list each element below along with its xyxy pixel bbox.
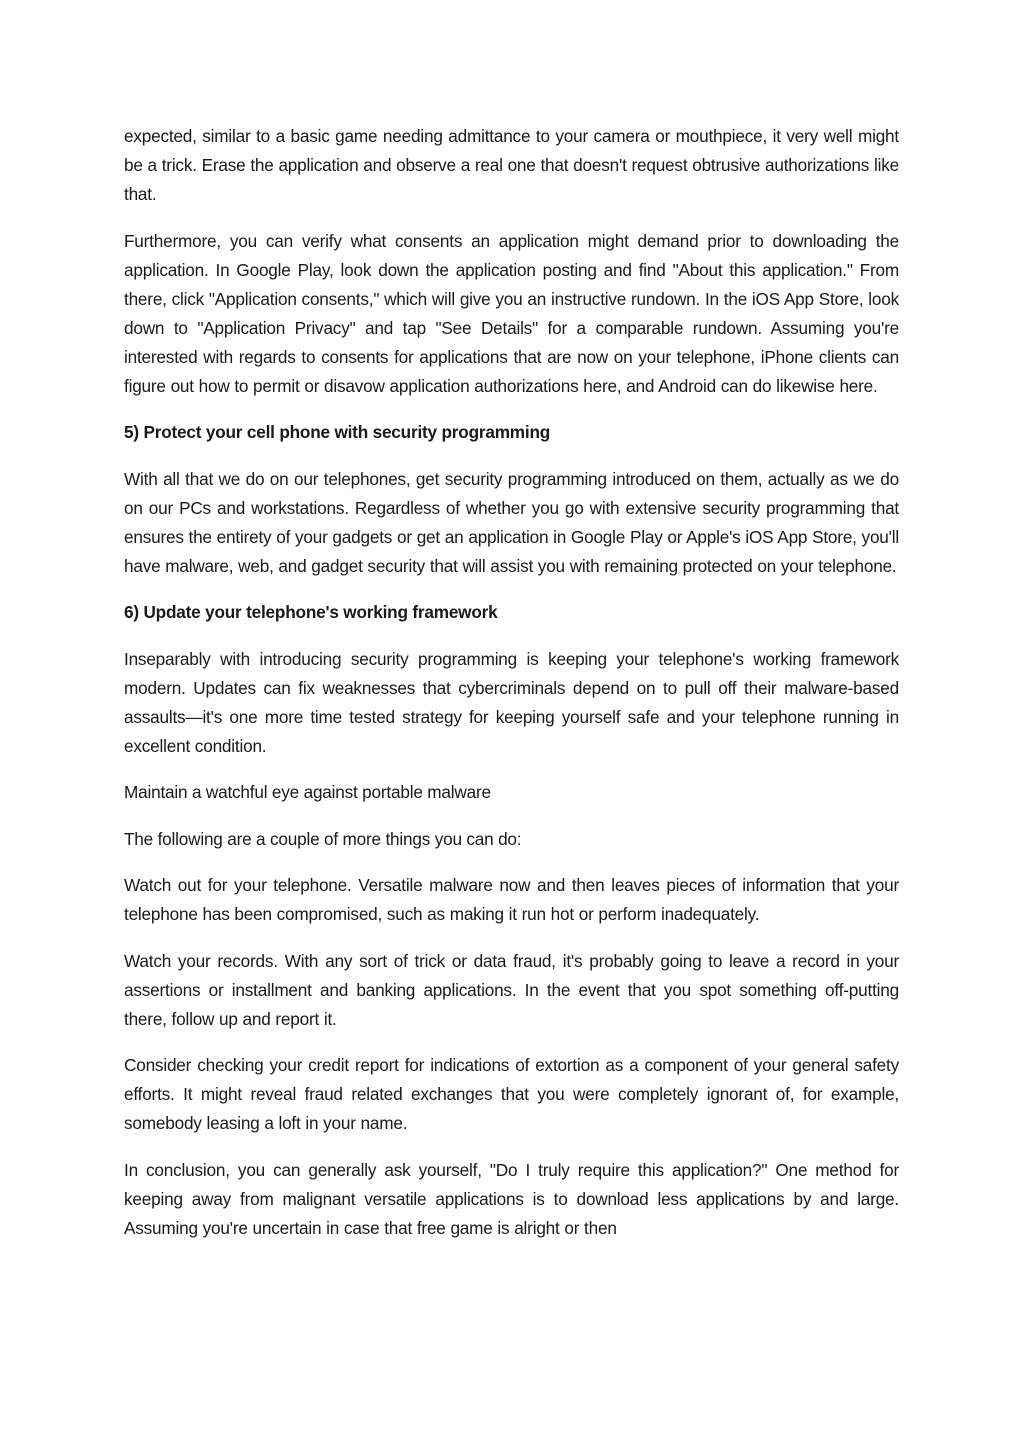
document-page — [124, 122, 899, 1260]
paragraph-watch-records: Watch your records. With any sort of trick or data fraud, it's probably going to leave a record in your assertions or installment and banking applications. In the event that you spot something off-putting there, follow up and report it. — [124, 950, 899, 1029]
paragraph-intro-continuation: expected, similar to a basic game needing admittance to your camera or mouthpiece, it very well might be a trick. Erase the application and observe a real one that doesn't request obtrusive authorizations like that. — [124, 126, 899, 204]
paragraph-conclusion: In conclusion, you can generally ask yourself, "Do I truly require this application?" One method for keeping away from malignant versatile applications is to download less applications by and large. Assuming you're uncertain in case that free game is alright or then — [124, 1159, 899, 1238]
section-heading-5: 5) Protect your cell phone with security programming — [124, 422, 551, 442]
paragraph-credit-report: Consider checking your credit report for indications of extortion as a component of your general safety efforts. It might reveal fraud related exchanges that you were completely ignorant of, for example, somebody leasing a loft in your name. — [124, 1055, 899, 1133]
paragraph-os-updates: Inseparably with introducing security programming is keeping your telephone's working framework modern. Updates can fix weaknesses that cybercriminals depend on to pull off their malware-based assaults—it's one more time tested strategy for keeping yourself safe and your telephone running in excellent condition. — [124, 648, 899, 756]
paragraph-security-software: With all that we do on our telephones, get security programming introduced on them, actually as we do on our PCs and workstations. Regardless of whether you go with extensive security programming that ensures the entirety of your gadgets or get an application in Google Play or Apple's iOS App Store, you'll have malware, web, and gadget security that will assist you with remaining protected on your telephone. — [124, 468, 899, 576]
paragraph-watch-phone: Watch out for your telephone. Versatile malware now and then leaves pieces of information that your telephone has been compromised, such as making it run hot or perform inadequately. — [124, 875, 899, 924]
paragraph-app-consents: Furthermore, you can verify what consents an application might demand prior to downloading the application. In Google Play, look down the application posting and find "About this application." From there, click "Application consents," which will give you an instructive rundown. In the iOS App Store, look down to "Application Privacy" and tap "See Details" for a comparable rundown. Assuming you're interested with regards to consents for applications that are now on your telephone, iPhone clients can figure out how to permit or disavow application authorizations here, and Android can do likewise here. — [124, 230, 899, 396]
section-heading-6: 6) Update your telephone's working framework — [124, 602, 498, 622]
paragraph-more-things: The following are a couple of more things you can do: — [124, 828, 522, 849]
paragraph-watchful-eye: Maintain a watchful eye against portable malware — [124, 782, 491, 802]
